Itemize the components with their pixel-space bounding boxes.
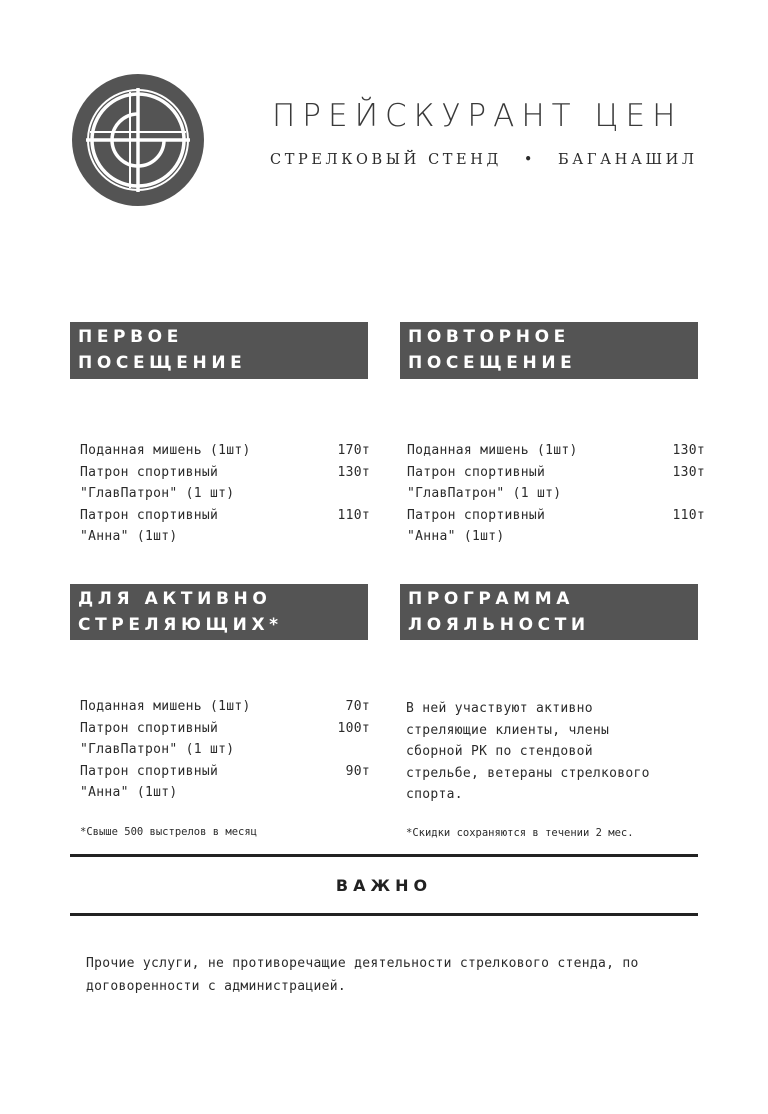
loyalty-description: В ней участвуют активно стреляющие клиенты, члены сборной РК по стендовой стрельбе, ветераны стрелкового спорта. bbox=[406, 701, 650, 802]
list-item: Патрон спортивный 110т bbox=[407, 507, 705, 523]
active-shooters-footnote: *Свыше 500 выстрелов в месяц bbox=[80, 826, 258, 838]
list-item: Поданная мишень (1шт) 130т bbox=[407, 443, 705, 458]
heading-repeat-visit: ПОВТОРНОЕ ПОСЕЩЕНИЕ bbox=[400, 322, 698, 379]
page-title: ПРЕЙСКУРАНТ ЦЕН bbox=[272, 98, 683, 134]
list-item: Поданная мишень (1шт) 170т bbox=[80, 443, 370, 458]
heading-active-shooters: ДЛЯ АКТИВНО СТРЕЛЯЮЩИХ* bbox=[70, 584, 368, 640]
price-list-active-shooters bbox=[80, 696, 370, 804]
list-item-cont: "ГлавПатрон" (1 шт) bbox=[80, 486, 235, 501]
list-item-cont: "Анна" (1шт) bbox=[80, 529, 178, 544]
list-item: Патрон спортивный 130т bbox=[407, 464, 705, 480]
list-item: Патрон спортивный 100т bbox=[80, 720, 370, 736]
list-item-cont: "Анна" (1шт) bbox=[407, 529, 505, 544]
heading-first-visit: ПЕРВОЕ ПОСЕЩЕНИЕ bbox=[70, 322, 368, 379]
subtitle-location: БАГАНАШИЛ bbox=[558, 152, 698, 168]
divider-bottom bbox=[70, 913, 698, 916]
heading-loyalty-program: ПРОГРАММА ЛОЯЛЬНОСТИ bbox=[400, 584, 698, 640]
list-item-cont: "ГлавПатрон" (1 шт) bbox=[80, 742, 235, 757]
subtitle-venue: СТРЕЛКОВЫЙ СТЕНД bbox=[270, 152, 502, 168]
list-item: Патрон спортивный 110т bbox=[80, 507, 370, 523]
price-list-repeat-visit bbox=[407, 440, 705, 548]
divider-top bbox=[70, 854, 698, 857]
important-text: Прочие услуги, не противоречащие деятельности стрелкового стенда, по договоренности с администрацией. bbox=[86, 956, 639, 994]
crosshair-target-icon bbox=[72, 74, 204, 206]
list-item: Патрон спортивный 90т bbox=[80, 763, 370, 779]
loyalty-footnote: *Скидки сохраняются в течении 2 мес. bbox=[406, 827, 634, 839]
list-item-cont: "ГлавПатрон" (1 шт) bbox=[407, 486, 562, 501]
list-item: Патрон спортивный 130т bbox=[80, 464, 370, 480]
list-item-cont: "Анна" (1шт) bbox=[80, 785, 178, 800]
subtitle-separator: • bbox=[523, 152, 537, 168]
important-heading: ВАЖНО bbox=[335, 876, 433, 895]
page-subtitle bbox=[270, 152, 698, 168]
price-list-first-visit bbox=[80, 440, 370, 548]
list-item: Поданная мишень (1шт) 70т bbox=[80, 699, 370, 714]
